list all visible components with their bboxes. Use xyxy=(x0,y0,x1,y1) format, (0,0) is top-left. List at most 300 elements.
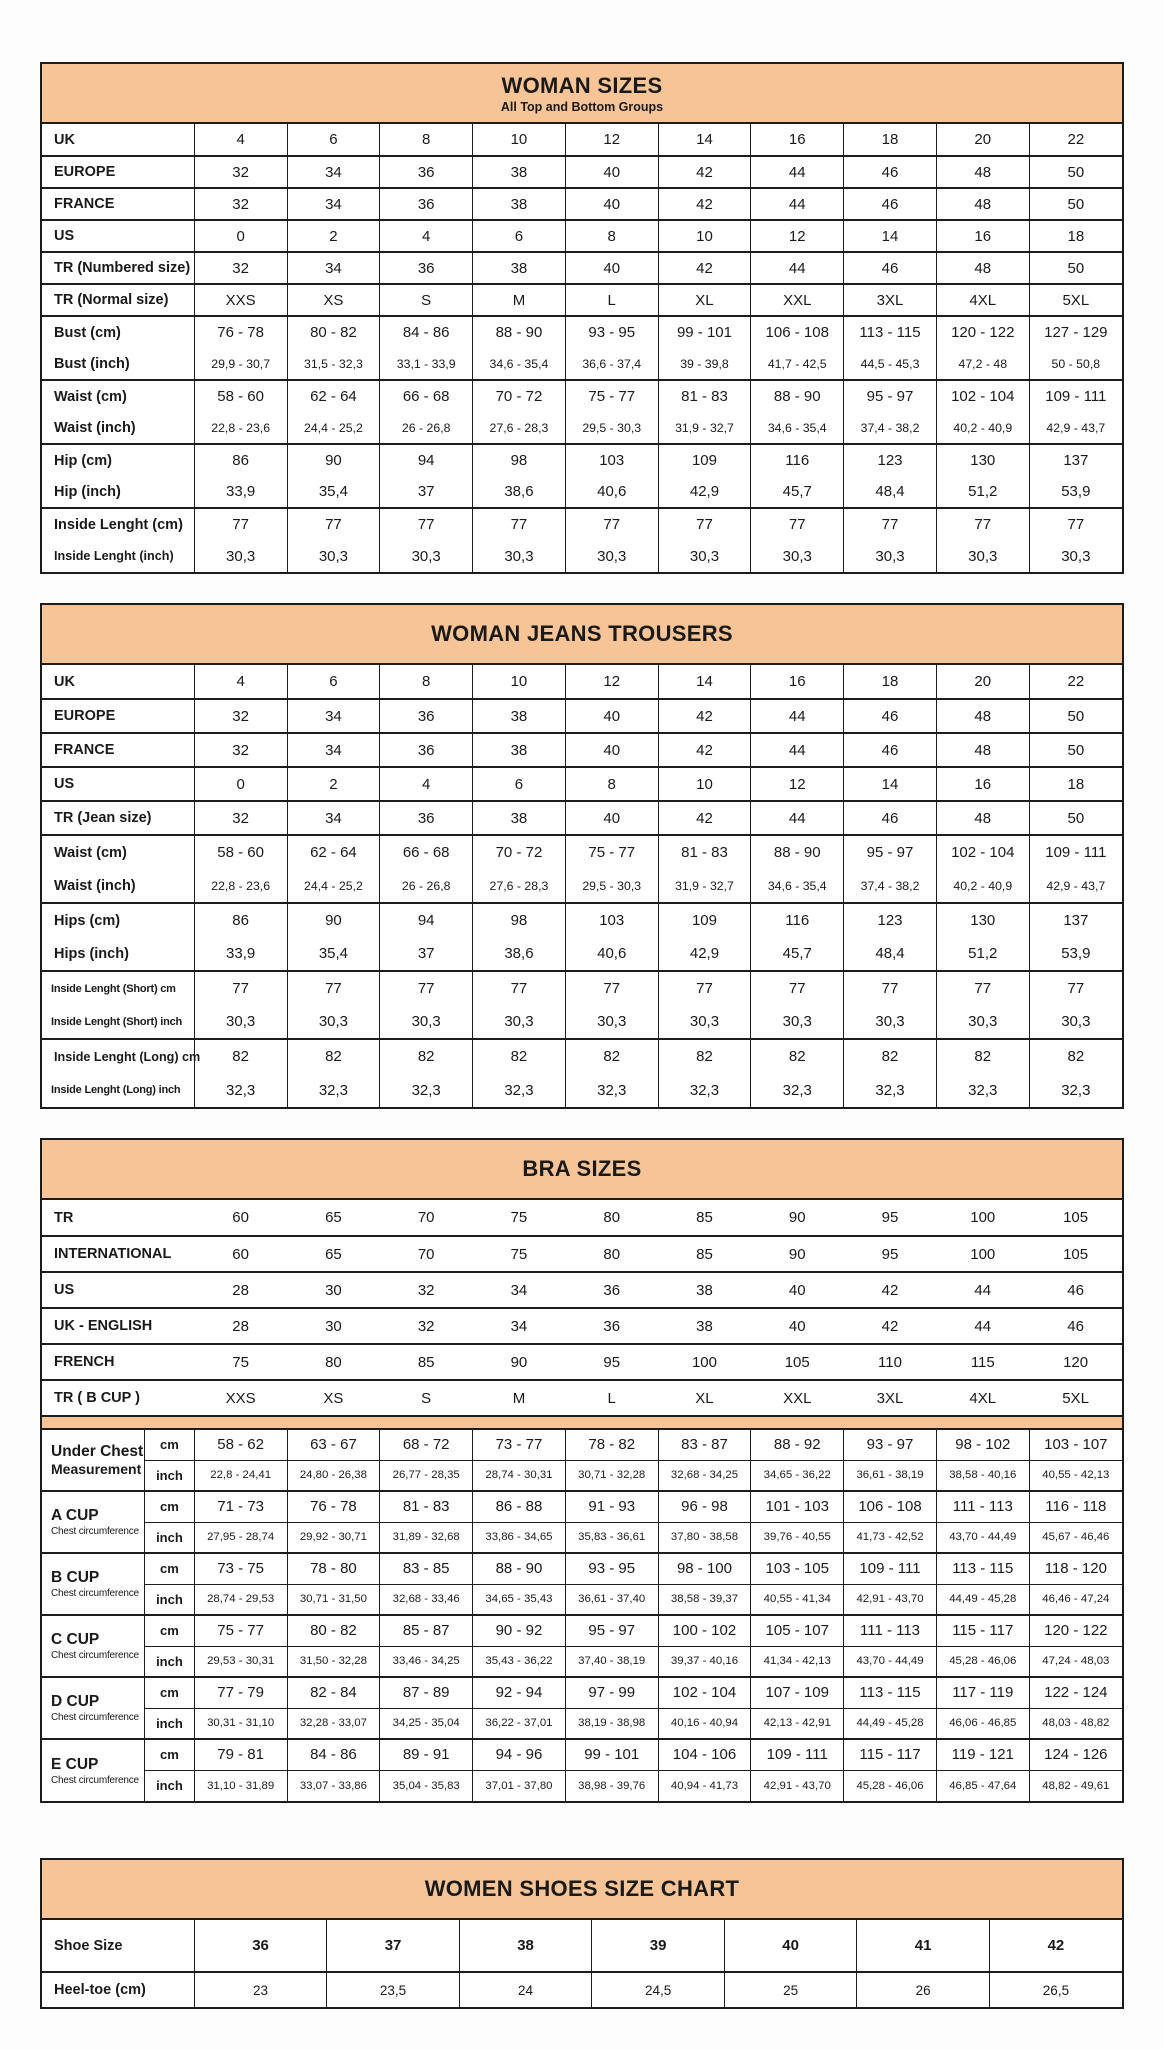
table-row xyxy=(42,1039,1122,1073)
size-cell: 30,3 xyxy=(565,1005,658,1039)
size-cell: 118 - 120 xyxy=(1029,1553,1122,1584)
size-cell: 10 xyxy=(473,665,566,699)
row-label: Hip (inch) xyxy=(54,483,121,500)
size-cell: 32,68 - 33,46 xyxy=(380,1584,473,1615)
cup-name: C CUP xyxy=(51,1631,100,1648)
size-cell: 5XL xyxy=(1062,1389,1089,1407)
cup-subtitle: Chest circumference xyxy=(51,1588,139,1599)
size-cell: 71 - 73 xyxy=(194,1491,287,1522)
size-cell: 30,3 xyxy=(287,1005,380,1039)
cup-label xyxy=(42,1677,145,1739)
size-cell: 30,3 xyxy=(565,540,658,572)
size-cell: 103 xyxy=(565,903,658,937)
size-cell: 87 - 89 xyxy=(380,1677,473,1708)
size-cell: 77 xyxy=(565,508,658,540)
size-cell: 8 xyxy=(380,124,473,156)
size-cell: 45,28 - 46,06 xyxy=(844,1770,937,1801)
size-cell: 46 xyxy=(844,252,937,284)
size-cell: 10 xyxy=(658,767,751,801)
size-cell: S xyxy=(421,1389,432,1407)
unit-label: inch xyxy=(145,1646,195,1677)
size-cell: 50 xyxy=(1029,252,1122,284)
bra-header xyxy=(42,1140,1122,1200)
size-cell: 77 - 79 xyxy=(194,1677,287,1708)
size-cell: 12 xyxy=(565,665,658,699)
unit-label: inch xyxy=(145,1708,195,1739)
size-cell: 106 - 108 xyxy=(844,1491,937,1522)
size-cell: 30,3 xyxy=(380,1005,473,1039)
size-cell: 48,03 - 48,82 xyxy=(1029,1708,1122,1739)
table-row xyxy=(42,1429,1122,1460)
size-cell: 63 - 67 xyxy=(287,1429,380,1460)
size-cell: 34,65 - 35,43 xyxy=(473,1584,566,1615)
size-cell: 28 xyxy=(232,1281,249,1299)
row-label: Inside Lenght (Short) inch xyxy=(51,1015,183,1028)
size-cell: 103 - 107 xyxy=(1029,1429,1122,1460)
size-cell: 50 xyxy=(1029,699,1122,733)
size-cell: 40 xyxy=(788,1317,806,1335)
size-cell: 10 xyxy=(473,124,566,156)
row-label: US xyxy=(54,776,75,792)
size-cell: 26 xyxy=(857,1972,990,2007)
size-cell: 47,24 - 48,03 xyxy=(1029,1646,1122,1677)
cup-subtitle: Chest circumference xyxy=(51,1774,139,1786)
size-cell: 43,70 - 44,49 xyxy=(844,1646,937,1677)
size-cell: 31,50 - 32,28 xyxy=(287,1646,380,1677)
size-cell: 44,5 - 45,3 xyxy=(844,348,937,380)
size-cell: 22,8 - 23,6 xyxy=(194,412,287,444)
size-cell: 66 - 68 xyxy=(380,380,473,412)
size-cell: 100 xyxy=(970,1245,996,1263)
unit-label: cm xyxy=(145,1553,195,1584)
size-cell: 0 xyxy=(194,767,287,801)
size-cell: 35,83 - 36,61 xyxy=(565,1522,658,1553)
size-cell: 77 xyxy=(658,971,751,1005)
size-cell: 66 - 68 xyxy=(380,835,473,869)
table-row xyxy=(42,540,1122,572)
table-title: BRA SIZES xyxy=(522,1156,642,1181)
size-cell: 32 xyxy=(194,733,287,767)
size-cell: 93 - 95 xyxy=(565,1553,658,1584)
row-label: TR xyxy=(54,1209,74,1226)
size-cell: 90 - 92 xyxy=(473,1615,566,1646)
size-cell: 36,61 - 37,40 xyxy=(565,1584,658,1615)
size-cell: 44 xyxy=(974,1317,992,1335)
woman-sizes-table xyxy=(40,62,1124,574)
bra-sizes-table xyxy=(40,1138,1124,1803)
size-cell: 44,49 - 45,28 xyxy=(844,1708,937,1739)
size-cell: 26 - 26,8 xyxy=(380,869,473,903)
size-cell: 77 xyxy=(751,508,844,540)
size-cell: 82 xyxy=(658,1039,751,1073)
table-row xyxy=(42,1708,1122,1739)
size-cell: 29,92 - 30,71 xyxy=(287,1522,380,1553)
size-cell: 5XL xyxy=(1029,284,1122,316)
table-row xyxy=(42,188,1122,220)
table-row xyxy=(42,1005,1122,1039)
size-cell: 30,3 xyxy=(473,540,566,572)
size-cell: 104 - 106 xyxy=(658,1739,751,1770)
size-cell: 40,55 - 42,13 xyxy=(1029,1460,1122,1491)
size-cell: M xyxy=(512,1389,526,1407)
size-cell: 77 xyxy=(380,971,473,1005)
unit-label: cm xyxy=(145,1429,195,1460)
size-cell: 8 xyxy=(565,220,658,252)
size-cell: 32,3 xyxy=(1029,1073,1122,1107)
size-cell: 48 xyxy=(936,252,1029,284)
size-cell: 73 - 77 xyxy=(473,1429,566,1460)
size-cell: 113 - 115 xyxy=(844,316,937,348)
size-cell: 23,5 xyxy=(327,1972,460,2007)
size-cell: 40,94 - 41,73 xyxy=(658,1770,751,1801)
size-cell: 77 xyxy=(380,508,473,540)
size-cell: 35,04 - 35,83 xyxy=(380,1770,473,1801)
size-cell: 75 xyxy=(510,1245,528,1263)
size-cell: 16 xyxy=(936,220,1029,252)
size-cell: 37 xyxy=(380,476,473,508)
size-cell: 35,4 xyxy=(287,937,380,971)
size-cell: 40 xyxy=(788,1281,806,1299)
row-label: TR (Jean size) xyxy=(54,810,152,826)
size-cell: 94 xyxy=(380,444,473,476)
size-cell: 38,58 - 39,37 xyxy=(658,1584,751,1615)
size-cell: 113 - 115 xyxy=(936,1553,1029,1584)
table-row xyxy=(42,124,1122,156)
size-cell: 16 xyxy=(936,767,1029,801)
size-cell: 30 xyxy=(325,1281,342,1299)
size-cell: 90 xyxy=(287,903,380,937)
row-label: Inside Lenght (inch) xyxy=(54,549,174,563)
size-cell: 14 xyxy=(658,124,751,156)
size-cell: 95 - 97 xyxy=(844,835,937,869)
size-cell: 48,4 xyxy=(844,937,937,971)
size-cell: 82 xyxy=(936,1039,1029,1073)
separator-band-cell xyxy=(42,1416,1122,1429)
size-cell: 36 xyxy=(380,699,473,733)
size-cell: 36 xyxy=(380,252,473,284)
table-row xyxy=(42,380,1122,412)
size-cell: 75 xyxy=(510,1209,528,1226)
size-cell: 102 - 104 xyxy=(658,1677,751,1708)
size-cell: S xyxy=(380,284,473,316)
size-cell: 36 xyxy=(194,1920,327,1972)
row-label: EUROPE xyxy=(54,164,116,180)
size-cell: 68 - 72 xyxy=(380,1429,473,1460)
size-cell: 60 xyxy=(232,1245,249,1263)
size-cell: 38,98 - 39,76 xyxy=(565,1770,658,1801)
row-label: Hips (cm) xyxy=(54,912,121,929)
size-cell: 48 xyxy=(936,699,1029,733)
size-cell: 82 xyxy=(844,1039,937,1073)
size-cell: 29,5 - 30,3 xyxy=(565,412,658,444)
table-row xyxy=(42,699,1122,733)
size-cell: 88 - 92 xyxy=(751,1429,844,1460)
size-cell: 31,9 - 32,7 xyxy=(658,869,751,903)
size-cell: 102 - 104 xyxy=(936,380,1029,412)
cup-label xyxy=(42,1739,145,1801)
size-cell: 42 xyxy=(989,1920,1122,1972)
size-cell: 42 xyxy=(658,801,751,835)
cup-subtitle: Measurement xyxy=(51,1461,142,1477)
size-cell: 39 xyxy=(592,1920,725,1972)
cup-label xyxy=(42,1429,145,1491)
size-cell: 48 xyxy=(936,188,1029,220)
table-row xyxy=(42,1972,1122,2007)
size-cell: 105 xyxy=(784,1353,810,1371)
size-cell: 36,22 - 37,01 xyxy=(473,1708,566,1739)
size-cell: 33,9 xyxy=(194,937,287,971)
size-cell: XS xyxy=(323,1389,344,1407)
size-cell: 78 - 82 xyxy=(565,1429,658,1460)
size-cell: 32 xyxy=(194,188,287,220)
size-cell: 116 - 118 xyxy=(1029,1491,1122,1522)
size-cell: 42 xyxy=(881,1281,899,1299)
size-cell: 32,3 xyxy=(751,1073,844,1107)
table-row xyxy=(42,1920,1122,1972)
size-cell: 77 xyxy=(565,971,658,1005)
row-label: FRANCE xyxy=(54,742,115,758)
size-cell: 77 xyxy=(751,971,844,1005)
size-cell: 51,2 xyxy=(936,937,1029,971)
size-cell: 80 xyxy=(603,1245,621,1263)
size-cell: 88 - 90 xyxy=(473,316,566,348)
size-cell: 38 xyxy=(473,801,566,835)
size-cell: 26,5 xyxy=(989,1972,1122,2007)
size-cell: 46,46 - 47,24 xyxy=(1029,1584,1122,1615)
size-cell: 34,25 - 35,04 xyxy=(380,1708,473,1739)
size-cell: 106 - 108 xyxy=(751,316,844,348)
size-cell: 27,95 - 28,74 xyxy=(194,1522,287,1553)
size-cell: 40,6 xyxy=(565,476,658,508)
size-cell: 98 - 100 xyxy=(658,1553,751,1584)
size-cell: 45,7 xyxy=(751,937,844,971)
size-cell: 48 xyxy=(936,156,1029,188)
size-cell: 34,6 - 35,4 xyxy=(751,412,844,444)
size-cell: 96 - 98 xyxy=(658,1491,751,1522)
table-row xyxy=(42,252,1122,284)
size-cell: 40 xyxy=(565,733,658,767)
size-cell: 53,9 xyxy=(1029,476,1122,508)
size-cell: 28,74 - 29,53 xyxy=(194,1584,287,1615)
size-cell: 98 xyxy=(473,903,566,937)
size-cell: 30,3 xyxy=(194,540,287,572)
size-cell: 98 xyxy=(473,444,566,476)
size-cell: 48,4 xyxy=(844,476,937,508)
size-cell: 117 - 119 xyxy=(936,1677,1029,1708)
shoes-header xyxy=(42,1860,1122,1920)
unit-label: inch xyxy=(145,1770,195,1801)
table-row xyxy=(42,284,1122,316)
size-cell: 3XL xyxy=(844,284,937,316)
size-cell: 36,6 - 37,4 xyxy=(565,348,658,380)
size-cell: 83 - 85 xyxy=(380,1553,473,1584)
size-cell: 31,5 - 32,3 xyxy=(287,348,380,380)
size-cell: 29,5 - 30,3 xyxy=(565,869,658,903)
size-cell: 32,3 xyxy=(658,1073,751,1107)
size-cell: 34 xyxy=(287,252,380,284)
row-label: US xyxy=(54,228,75,244)
table-row xyxy=(42,1236,1122,1272)
table-row xyxy=(42,1677,1122,1708)
shoes-table xyxy=(40,1858,1124,2009)
size-cell: 12 xyxy=(565,124,658,156)
table-row xyxy=(42,508,1122,540)
woman-sizes-header xyxy=(42,64,1122,124)
size-cell: 62 - 64 xyxy=(287,835,380,869)
table-row xyxy=(42,665,1122,699)
table-row xyxy=(42,801,1122,835)
size-cell: M xyxy=(473,284,566,316)
size-cell: 40,2 - 40,9 xyxy=(936,412,1029,444)
size-cell: 30 xyxy=(325,1317,342,1335)
size-cell: 109 - 111 xyxy=(1029,835,1122,869)
size-cell: 85 xyxy=(696,1209,713,1226)
size-cell: 44 xyxy=(751,188,844,220)
row-label: Hips (inch) xyxy=(54,945,129,962)
table-row xyxy=(42,1200,1122,1236)
size-cell: 40 xyxy=(565,156,658,188)
table-row xyxy=(42,937,1122,971)
size-cell: 80 xyxy=(325,1353,342,1371)
size-cell: 76 - 78 xyxy=(287,1491,380,1522)
size-cell: 46 xyxy=(1067,1281,1084,1299)
size-cell: 38 xyxy=(473,188,566,220)
row-label: Shoe Size xyxy=(54,1937,123,1954)
size-cell: 44 xyxy=(751,156,844,188)
size-cell: XS xyxy=(287,284,380,316)
size-cell: 12 xyxy=(751,767,844,801)
size-cell: 37 xyxy=(380,937,473,971)
size-cell: 40 xyxy=(565,188,658,220)
size-cell: 110 xyxy=(878,1353,902,1371)
size-cell: 82 xyxy=(473,1039,566,1073)
size-cell: 4 xyxy=(380,767,473,801)
row-label: Waist (inch) xyxy=(54,419,136,436)
size-cell: 42 xyxy=(658,188,751,220)
size-cell: 33,1 - 33,9 xyxy=(380,348,473,380)
table-row xyxy=(42,220,1122,252)
row-label: Bust (cm) xyxy=(54,324,121,341)
table-row xyxy=(42,1308,1122,1344)
size-cell: 34 xyxy=(287,188,380,220)
size-cell: 53,9 xyxy=(1029,937,1122,971)
size-cell: 30,3 xyxy=(844,1005,937,1039)
size-cell: 77 xyxy=(473,971,566,1005)
size-cell: 44 xyxy=(751,733,844,767)
size-cell: 30,3 xyxy=(194,1005,287,1039)
row-label: Waist (cm) xyxy=(54,388,127,405)
size-cell: 34,6 - 35,4 xyxy=(473,348,566,380)
size-cell: 42 xyxy=(658,252,751,284)
table-row xyxy=(42,444,1122,476)
size-cell: 75 - 77 xyxy=(565,380,658,412)
cup-subtitle: Chest circumference xyxy=(51,1526,139,1537)
size-cell: 100 xyxy=(970,1209,996,1226)
row-label: Inside Lenght (cm) xyxy=(54,516,183,533)
size-cell: 79 - 81 xyxy=(194,1739,287,1770)
size-cell: 42,9 xyxy=(658,476,751,508)
size-cell: 0 xyxy=(194,220,287,252)
size-cell: 14 xyxy=(658,665,751,699)
size-cell: 42,13 - 42,91 xyxy=(751,1708,844,1739)
size-cell: 88 - 90 xyxy=(751,380,844,412)
size-cell: 38 xyxy=(473,733,566,767)
size-cell: 120 xyxy=(1063,1353,1089,1371)
size-cell: 95 - 97 xyxy=(565,1615,658,1646)
cup-name: E CUP xyxy=(51,1755,99,1773)
size-cell: 116 xyxy=(751,903,844,937)
table-row xyxy=(42,1615,1122,1646)
woman-sizes-grid xyxy=(42,124,1122,572)
size-cell: 73 - 75 xyxy=(194,1553,287,1584)
size-cell: 35,43 - 36,22 xyxy=(473,1646,566,1677)
size-cell: 32,3 xyxy=(194,1073,287,1107)
size-cell: 77 xyxy=(194,508,287,540)
size-cell: 20 xyxy=(936,124,1029,156)
size-cell: 4 xyxy=(194,665,287,699)
size-cell: 43,70 - 44,49 xyxy=(936,1522,1029,1553)
size-cell: 105 - 107 xyxy=(751,1615,844,1646)
size-cell: 47,2 - 48 xyxy=(936,348,1029,380)
size-cell: 120 - 122 xyxy=(1029,1615,1122,1646)
size-cell: 34 xyxy=(287,156,380,188)
size-cell: 130 xyxy=(936,444,1029,476)
table-row xyxy=(42,733,1122,767)
row-label: UK xyxy=(54,673,75,690)
size-cell: 42,9 - 43,7 xyxy=(1029,412,1122,444)
size-cell: 36 xyxy=(380,156,473,188)
size-cell: 37,4 - 38,2 xyxy=(844,412,937,444)
jeans-header xyxy=(42,605,1122,665)
size-cell: 40,55 - 41,34 xyxy=(751,1584,844,1615)
size-cell: 81 - 83 xyxy=(658,835,751,869)
cup-name: D CUP xyxy=(51,1693,100,1710)
size-cell: 32,3 xyxy=(287,1073,380,1107)
table-row xyxy=(42,835,1122,869)
size-cell: 30,71 - 32,28 xyxy=(565,1460,658,1491)
size-cell: 44 xyxy=(751,699,844,733)
row-label: EUROPE xyxy=(54,708,116,724)
size-cell: 85 xyxy=(696,1245,713,1263)
size-cell: 32 xyxy=(194,156,287,188)
size-cell: 33,9 xyxy=(194,476,287,508)
size-cell: 14 xyxy=(844,220,937,252)
jeans-grid xyxy=(42,665,1122,1107)
size-cell: 50 xyxy=(1029,188,1122,220)
size-cell: 89 - 91 xyxy=(380,1739,473,1770)
size-cell: 98 - 102 xyxy=(936,1429,1029,1460)
row-label: Waist (inch) xyxy=(54,877,136,894)
size-cell: 86 - 88 xyxy=(473,1491,566,1522)
size-cell: 127 - 129 xyxy=(1029,316,1122,348)
size-cell: 29,9 - 30,7 xyxy=(194,348,287,380)
size-cell: 20 xyxy=(936,665,1029,699)
size-cell: 80 - 82 xyxy=(287,1615,380,1646)
size-cell: 32,3 xyxy=(473,1073,566,1107)
row-label: Bust (inch) xyxy=(54,355,130,372)
size-cell: 25 xyxy=(724,1972,857,2007)
size-cell: 8 xyxy=(380,665,473,699)
table-subtitle: All Top and Bottom Groups xyxy=(500,100,664,114)
size-cell: 36 xyxy=(380,188,473,220)
size-cell: 88 - 90 xyxy=(751,835,844,869)
size-cell: 100 - 102 xyxy=(658,1615,751,1646)
size-cell: 109 - 111 xyxy=(751,1739,844,1770)
size-cell: 2 xyxy=(287,220,380,252)
size-cell: 30,3 xyxy=(658,540,751,572)
size-cell: 32,3 xyxy=(380,1073,473,1107)
size-cell: 103 xyxy=(565,444,658,476)
